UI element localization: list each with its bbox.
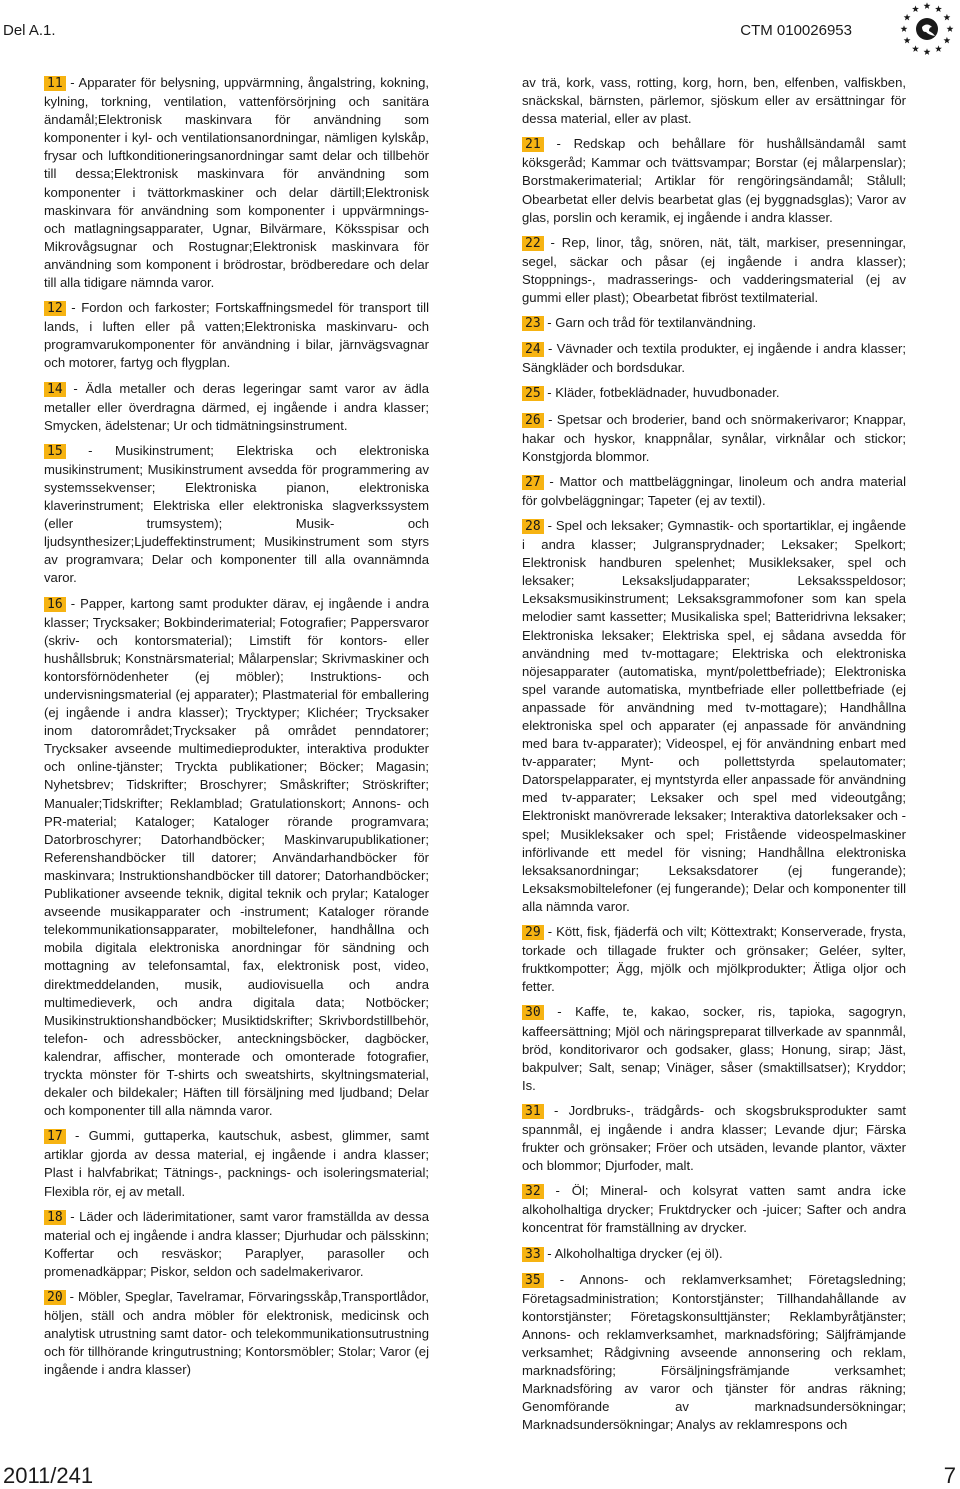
right-column — [522, 74, 906, 1441]
class-description: - Papper, kartong samt produkter därav, ej ingående i andra klasser; Trycksaker; Bokbinderimaterial; Fotografier; Pappersvaror (skriv- och kontorsmaterial); Limstift för kontors- eller hushållsbruk; Konstnärsmaterial; Målarpenslar; Skrivmaskiner och kontorsförnödenheter (ej möbler); Instruktions- och undervisningsmaterial (ej apparater); Plastmaterial för emballering (ej ingående i andra klasser); Trycktyper; Klichéer; Trycksaker inom datorområdet;Trycksaker på området penndatorer; Trycksaker avseende multimedieprodukter, interaktiva produkter och online-tjänster; Tryckta publikationer; Böcker; Magasin; Nyhetsbrev; Tidskrifter; Broschyrer; Småskrifter; Ströskrifter; Manualer;Tidskrifter; Reklamblad; Gratulationskort; Annons- och PR-material; Kataloger; Kataloger rörande programvara; Datorbroschyrer; Datorhandböcker; Maskinvarupublikationer; Referenshandböcker till datorer; Användarhandböcker för maskinvara; Instruktionshandböcker till datorer; Datorhandböcker; Publikationer avseende teknik, digital teknik och prylar; Kataloger avseende musikapparater och -instrument; Kataloger rörande telekommunikationsapparater, mobiltelefoner, handhållna och mobila digitala elektroniska anordningar för sändning och mottagning av telefonsamtal, fax, elektronisk post, video, direktmeddelanden, musik, audiovisuella och andra multimedieverk, och andra digitala data; Notböcker; Musikinstruktionshandböcker; Musiktidskrifter; Skrivbordstillbehör, telefon- och adressböcker, anteckningsböcker, dagböcker, kalendrar, affischer, monterade och omonterade fotografier, tryckta mönster för T-shirts och sweatshirts, skyltningsmaterial, dekaler och bildekaler; Häften till försäljning med ljudband; Delar och komponenter till alla nämnda varor. — [44, 595, 429, 1119]
class-entry — [522, 234, 906, 307]
class-number-badge: 26 — [522, 413, 544, 428]
oami-logo-icon — [894, 0, 960, 60]
logo-star-icon — [912, 5, 919, 12]
class-description: - Kött, fisk, fjäderfä och vilt; Köttextrakt; Konserverade, frysta, torkade och tillagade frukter och grönsaker; Geléer, sylter, fruktkompotter; Ägg, mjölk och mjölkprodukter; Ätliga oljor och fetter. — [522, 924, 906, 995]
class-entry — [522, 517, 906, 916]
class-description: - Vävnader och textila produkter, ej ingående i andra klasser; Sängkläder och bordsdukar. — [522, 341, 906, 376]
class-number-badge: 17 — [44, 1129, 66, 1144]
class-entry — [522, 411, 906, 466]
class-entry — [522, 314, 906, 333]
class-description: - Läder och läderimitationer, samt varor framställda av dessa material och ej ingående i andra klasser; Djurhudar och pälsskinn; Koffertar och resväskor; Paraplyer, parasoller och promenadkäppar; Piskor, seldon och sadelmakerivaror. — [44, 1208, 430, 1279]
class-entry — [522, 135, 906, 226]
class-entry — [522, 473, 906, 510]
logo-star-icon — [943, 37, 950, 44]
class-description: - Ädla metaller och deras legeringar samt varor av ädla metaller eller överdragna därmed, ej ingående i andra klasser; Smycken, ädelstenar; Ur och tidmätningsinstrument. — [44, 380, 429, 433]
class-entry — [44, 442, 429, 588]
class-description: - Kläder, fotbeklädnader, huvudbonader. — [547, 385, 780, 401]
class-description: - Musikinstrument; Elektriska och elektroniska musikinstrument; Musikinstrument avsedda för programmering av systemssekvenser; Elektroniska pianon, elektroniska klaverinstrument; Elektriska eller elektroniska slagverkssystem (eller trumsystem); Musik- och ljudsynthesizer;Ljudeffektinstrument; Musikinstrument som styrs av programvara; Delar och komponenter till alla ovannämnda varor. — [44, 442, 430, 586]
class-number-badge: 33 — [522, 1247, 544, 1262]
class-number-badge: 12 — [44, 301, 66, 316]
logo-star-icon — [935, 45, 942, 52]
class-description: - Rep, linor, tåg, snören, nät, tält, markiser, presenningar, segel, säckar och påsar (ej ingående i andra klasser); Stoppnings-, madrasserings- och vadderingsmaterial (ej av gummi eller plast); Obearbetat fibröst textilmaterial. — [522, 234, 907, 306]
class-number-badge: 20 — [44, 1290, 66, 1305]
class-number-badge: 31 — [522, 1104, 544, 1119]
class-description: - Redskap och behållare för hushållsändamål samt köksgeråd; Kammar och tvättsvampar; Borstar (ej målarpenslar); Borstmakerimaterial; Artiklar för rengöringsändamål; Stålull; Obearbetat eller delvis bearbetat glas (ej byggnadsglas); Varor av glas, porslin och keramik, ej ingående i andra klasser. — [522, 136, 906, 225]
class-number-badge: 30 — [522, 1005, 544, 1020]
logo-star-icon — [947, 25, 954, 32]
class-description: - Öl; Mineral- och kolsyrat vatten samt andra icke alkoholhaltiga drycker; Fruktdrycker och -juicer; Safter och andra koncentrat för framställning av drycker. — [522, 1183, 907, 1236]
left-column — [44, 74, 429, 1386]
section-label: Del A.1. — [3, 22, 56, 39]
class-description: - Alkoholhaltiga drycker (ej öl). — [547, 1245, 723, 1261]
document-code: CTM 010026953 — [740, 22, 852, 39]
logo-star-icon — [904, 14, 911, 21]
class-entry — [522, 923, 906, 996]
logo-star-icon — [912, 45, 919, 52]
class-number-badge: 25 — [522, 386, 544, 401]
logo-star-icon — [924, 48, 931, 55]
class-number-badge: 11 — [44, 76, 66, 91]
logo-star-icon — [901, 25, 908, 32]
class-entry — [44, 380, 429, 435]
class-entry — [522, 1245, 906, 1264]
class-number-badge: 18 — [44, 1210, 66, 1225]
class-number-badge: 23 — [522, 316, 544, 331]
class-description: - Möbler, Speglar, Tavelramar, Förvaringsskåp,Transportlådor, höljen, ställ och andra möbler för elektronisk, medicinsk och analytisk utrustning samt dator- och telekommunikationsutrustning och för tillhörande kringutrustning; Kontorsmöbler; Stolar; Varor (ej ingående i andra klasser) — [44, 1289, 429, 1378]
class-description: - Garn och tråd för textilanvändning. — [547, 315, 757, 331]
class-entry — [44, 1208, 429, 1281]
class-number-badge: 14 — [44, 382, 66, 397]
class-entry — [44, 299, 429, 372]
class-description: - Mattor och mattbeläggningar, linoleum och andra material för golvbeläggningar; Tapeter (ej av textil). — [522, 473, 906, 508]
logo-star-icon — [904, 37, 911, 44]
continued-entry: av trä, kork, vass, rotting, korg, horn, ben, elfenben, valfiskben, snäckskal, bärnsten, pärlemor, sjöskum eller av ersättningar för dessa material, eller av plast. — [522, 75, 906, 127]
class-description: - Annons- och reklamverksamhet; Företagsledning; Företagsadministration; Kontorstjänster; Tillhandahållande av kontorstjänster; Företagskonsulttjänster; Reklambyråtjänster; Annons- och reklamverksamhet, marknadsföring; Säljfrämjande verksamhet; Rådgivning avseende annonsering och reklam, marknadsföring; Försäljningsfrämjande verksamhet; Marknadsföring av varor och tjänster för andras räkning; Genomförande av marknadsundersökningar; Marknadsundersökningar; Analys av reklamrespons och — [522, 1271, 906, 1433]
class-entry — [44, 595, 429, 1121]
class-number-badge: 35 — [522, 1273, 544, 1288]
class-description: - Spel och leksaker; Gymnastik- och sportartiklar, ej ingående i andra klasser; Julgransprydnader; Leksaker; Spelkort; Elektronisk handburen spelenhet; Musikleksaker, spel och leksaker; Leksaksljudapparater; Leksaksspeldosor; Leksaksmusikinstrument; Leksaksgrammofoner som kan spela melodier samt kassetter; Musikaliska spel; Batteridrivna leksaker; Elektroniska leksaker; Elektriska spel, ej sådana avsedda för användning med tv-mottagare; Elektriska och elektroniska nöjesapparater (automatiska, mynt/polettbefriade); Elektroniska spel varande automatiska, myntbefriade eller pollettbefriade (ej anpassade för användning med tv-mottagare); Handhållna elektroniska spel och apparater (ej anpassade för användning med bara tv-apparater); Videospel, ej för användning enbart med tv-apparater; Mynt- och pollettstyrda spelautomater; Datorspelapparater, ej myntstyrda eller anpassade för användning med tv-apparater; Leksaker och spel med videoutgång; Elektroniskt manövrerade leksaker; Interaktiva datorleksaker och -spel; Musikleksaker och spel; Fristående videospelmaskiner införlivande ett medel för visning; Handhållna elektroniska leksaksanordningar; Leksaksdatorer (ej fungerande); Leksaksmobiltelefoner (ej fungerande); Delar och komponenter till alla nämnda varor. — [522, 517, 906, 914]
class-entry — [522, 384, 906, 403]
class-description: - Fordon och farkoster; Fortskaffningsmedel för transport till lands, i luften eller på vatten;Elektroniska maskinvaru- och programvarukomponenter för användning i bilar, järnvägsvagnar och motorer, fartyg och flygplan. — [44, 300, 429, 371]
class-entry — [522, 1003, 906, 1094]
logo-star-icon — [924, 2, 931, 9]
class-number-badge: 27 — [522, 475, 544, 490]
class-number-badge: 15 — [44, 444, 66, 459]
class-number-badge: 32 — [522, 1184, 544, 1199]
class-number-badge: 29 — [522, 925, 544, 940]
class-number-badge: 22 — [522, 236, 544, 251]
class-entry — [522, 1182, 906, 1237]
class-entry — [522, 340, 906, 377]
class-number-badge: 28 — [522, 519, 544, 534]
logo-star-icon — [943, 14, 950, 21]
logo-star-icon — [935, 5, 942, 12]
class-description: - Kaffe, te, kakao, socker, ris, tapioka, sagogryn, kaffeersättning; Mjöl och näringspreparat tillverkade av spannmål, bröd, konditorivaror och godsaker, glass; Honung, sirap; Jäst, bakpulver; Salt, senap; Vinäger, såser (smaktillsatser); Kryddor; Is. — [522, 1004, 907, 1093]
class-entry — [522, 1271, 906, 1435]
class-description: - Spetsar och broderier, band och snörmakerivaror; Knappar, hakar och hyskor, knappnålar, synålar, virknålar och stickor; Konstgjorda blommor. — [522, 411, 907, 464]
class-description: - Gummi, guttaperka, kautschuk, asbest, glimmer, samt artiklar gjorda av dessa material, ej ingående i andra klasser; Plast i halvfabrikat; Tätnings-, packnings- och isoleringsmaterial; Flexibla rör, ej av metall. — [44, 1128, 430, 1199]
class-entry — [44, 74, 429, 292]
class-number-badge: 21 — [522, 137, 544, 152]
class-number-badge: 24 — [522, 342, 544, 357]
page-number: 7 — [943, 1463, 956, 1488]
class-description: - Apparater för belysning, uppvärmning, ångalstring, kokning, kylning, torkning, ventilation, vattenförsörjning och sanitära ändamål;Elektronisk maskinvara för användning som komponenter i kyl- och ventilationsanordningar, nämligen kylskåp, frysar och luftkonditioneringsanordningar samt delar och tillbehör till dessa;Elektronisk maskinvara för användning som komponenter i tvättorkmaskiner och delar därtill;Elektronisk maskinvara för användning som komponenter i uppvärmnings- och matlagningsapparater, Ugnar, Bilvärmare, Köksspisar och Mikrovågsugnar och Rostugnar;Elektronisk maskinvara för användning som komponent i brödrostar, brödberedare och delar till alla tidigare nämnda varor. — [44, 75, 429, 291]
class-entry — [44, 1127, 429, 1200]
class-description: - Jordbruks-, trädgårds- och skogsbruksprodukter samt spannmål, ej ingående i andra klasser; Levande djur; Färska frukter och grönsaker; Fröer och utsäden, levande plantor, växter och blommor; Djurfoder, malt. — [522, 1102, 906, 1174]
issue-number: 2011/241 — [3, 1463, 94, 1488]
class-entry — [44, 1288, 429, 1379]
class-number-badge: 16 — [44, 597, 66, 612]
class-entry — [522, 1102, 906, 1175]
